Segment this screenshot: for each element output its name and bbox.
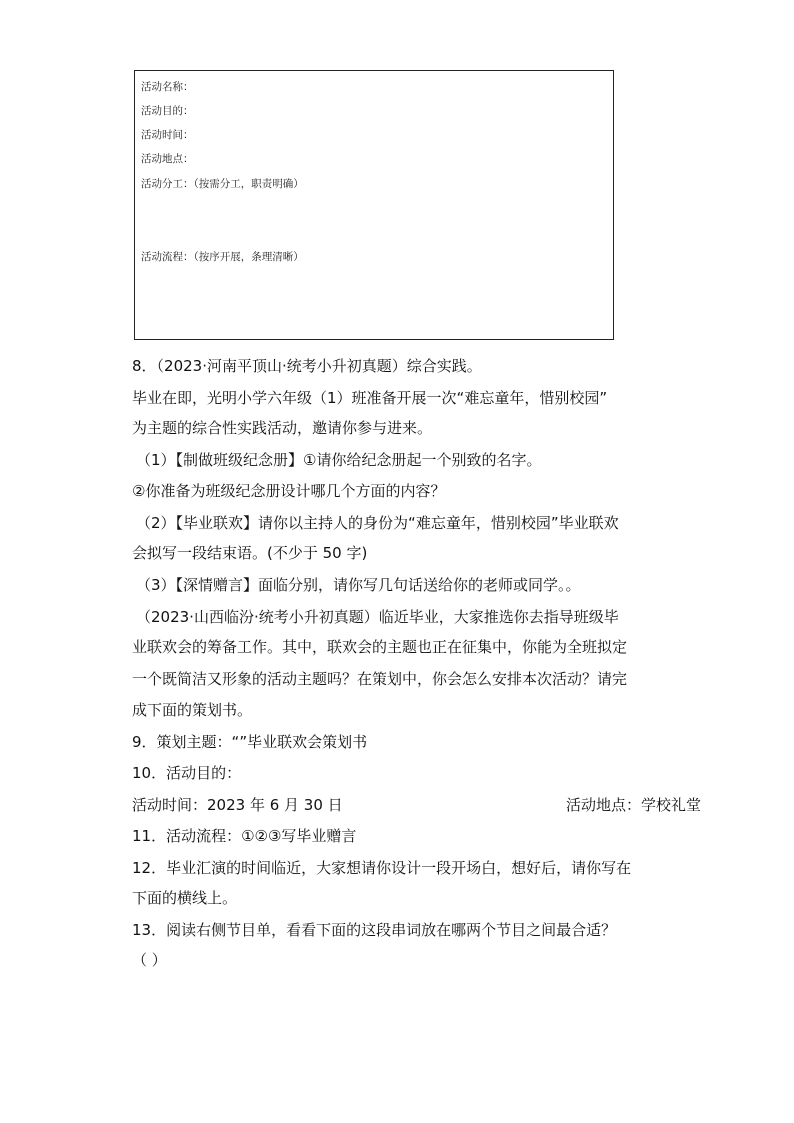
form-line-process: 活动流程：（按序开展，条理清晰）: [141, 251, 304, 263]
q9-context-3: 一个既简洁又形象的活动主题吗？在策划中，你会怎么安排本次活动？请完: [132, 670, 628, 688]
activity-time: 活动时间：2023 年 6 月 30 日: [132, 796, 343, 814]
q8-part1-b: ②你准备为班级纪念册设计哪几个方面的内容？: [132, 482, 446, 500]
q13-answer-blank: （ ）: [132, 951, 167, 969]
activity-time-line: [132, 795, 702, 815]
q8-intro-2: 为主题的综合性实践活动，邀请你参与进来。: [132, 419, 433, 437]
form-line-purpose: 活动目的：: [141, 105, 194, 117]
q9-context-1: （2023·山西临汾·统考小升初真题）临近毕业，大家推选你去指导班级毕: [136, 608, 619, 626]
q9-context-4: 成下面的策划书。: [132, 701, 253, 719]
q8-part2-b: 会拟写一段结束语。(不少于 50 字): [132, 544, 368, 562]
form-line-time: 活动时间：: [141, 129, 194, 141]
form-line-name: 活动名称：: [141, 81, 194, 93]
q11-process: 11．活动流程：①②③写毕业赠言: [132, 827, 357, 845]
q8-part1-a: （1）【制做班级纪念册】①请你给纪念册起一个别致的名字。: [136, 451, 542, 469]
plan-form-box: [134, 70, 614, 340]
q8-part3: （3）【深情赠言】面临分别，请你写几句话送给你的老师或同学。。: [136, 576, 581, 594]
q8-intro-1: 毕业在即，光明小学六年级（1）班准备开展一次“难忘童年，惜别校园”: [132, 389, 608, 407]
q8-part2-a: （2）【毕业联欢】请你以主持人的身份为“难忘童年，惜别校园”毕业联欢: [136, 514, 619, 532]
q12-line-1: 12．毕业汇演的时间临近，大家想请你设计一段开场白，想好后，请你写在: [132, 859, 632, 877]
form-line-place: 活动地点：: [141, 153, 194, 165]
q9-context-2: 业联欢会的筹备工作。其中，联欢会的主题也正在征集中，你能为全班拟定: [132, 638, 628, 656]
q13-line-1: 13．阅读右侧节目单，看看下面的这段串词放在哪两个节目之间最合适？: [132, 921, 617, 939]
form-line-division: 活动分工：（按需分工，职责明确）: [141, 178, 304, 190]
activity-place: 活动地点：学校礼堂: [566, 796, 702, 814]
q10-purpose: 10．活动目的：: [132, 764, 242, 782]
q8-header: 8．（2023·河南平顶山·统考小升初真题）综合实践。: [132, 357, 482, 375]
q12-line-2: 下面的横线上。: [132, 889, 238, 907]
q9-theme: 9．策划主题：“”毕业联欢会策划书: [132, 733, 368, 751]
